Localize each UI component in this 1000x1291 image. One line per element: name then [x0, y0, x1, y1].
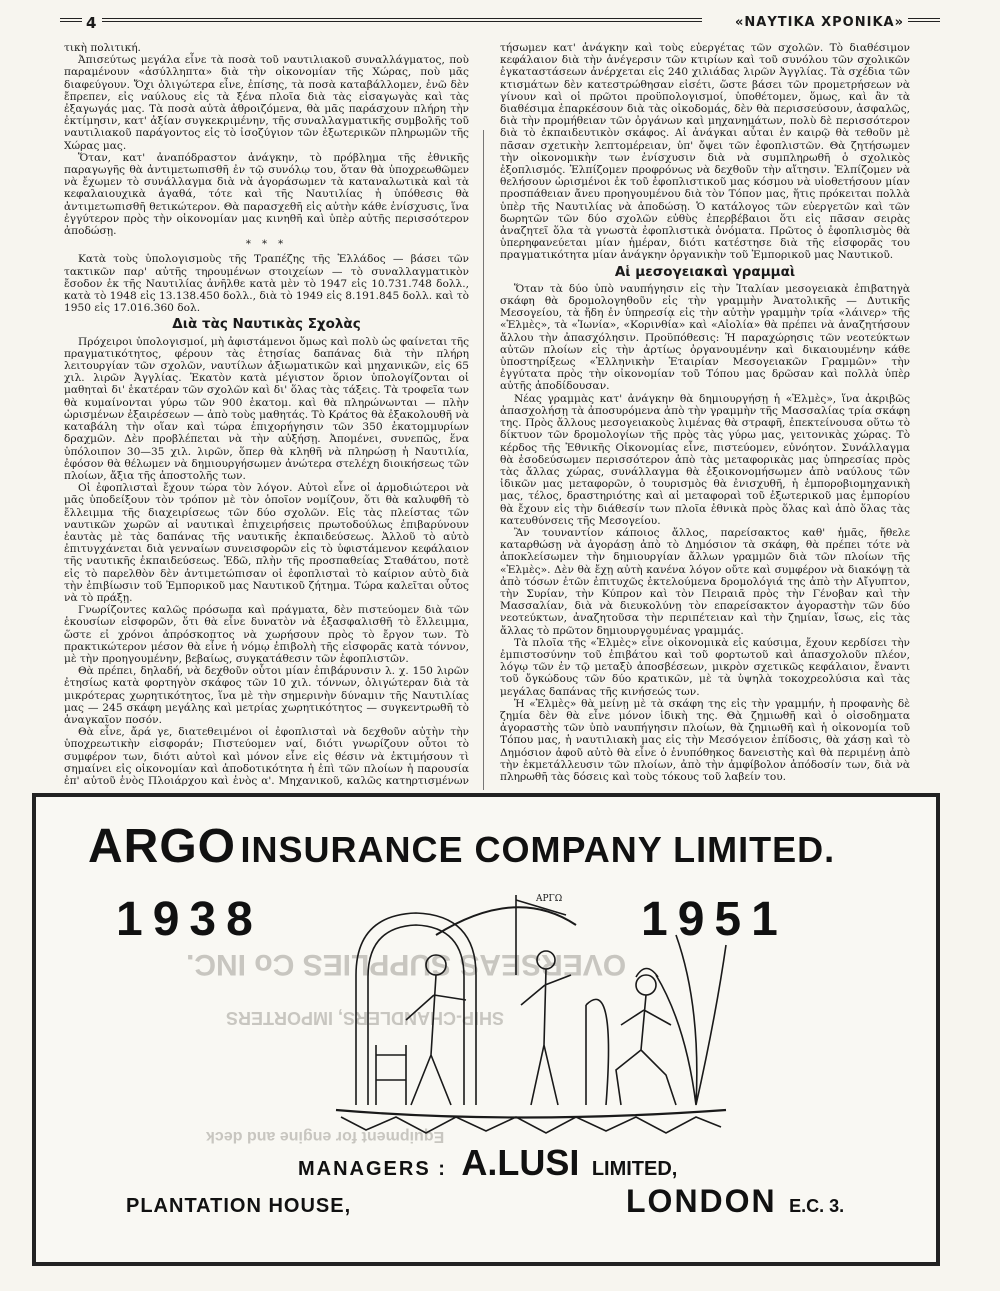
article-paragraph: Ὅταν, κατ' ἀναπόδραστον ἀνάγκην, τὸ πρόβλημα τῆς ἐθνικῆς παραγωγῆς θὰ ἀντιμετωπισθῆ ἐν τῷ συνόλῳ του, ὅταν θὰ ὑποχρεωθῶμεν νὰ ἔχωμεν τὸ συνάλλαγμα διὰ νὰ ἀγοράσωμεν τὰ καταναλωτικὰ καὶ τὰ κεφαλαιουχικὰ ἀγαθά, τότε καὶ τῆς Ναυτιλίας ἡ ὑπόθεσις θὰ ἀντιμετωπισθῆ θετικώτερον. Θὰ παρασχεθῆ εἰς αὐτὴν κάθε ἐνίσχυσις, ἵνα ἐγγύτερον πρὸς τὴν οἰκονομίαν μας κινηθῆ καὶ ὑπὲρ αὐτῆς περισσότερον ἀποδώσῃ. [64, 151, 469, 238]
address-city: LONDON [626, 1183, 777, 1219]
publication-title: «ΝΑΥΤΙΚΑ ΧΡΟΝΙΚΑ» [735, 15, 904, 30]
company-name-argo: ARGO [88, 820, 236, 873]
subheading-naval-schools: Διὰ τὰς Ναυτικὰς Σχολὰς [172, 316, 361, 333]
managers-suffix: LIMITED, [591, 1158, 678, 1180]
article-paragraph: Θὰ πρέπει, δηλαδή, νὰ δεχθοῦν οὗτοι μίαν ἐπιβάρυνσιν λ. χ. 150 λιρῶν ἐτησίως κατὰ φορτηγὸν σκάφος τῶν 10 χιλ. τόννων, ὀλιγώτεραν διὰ τὰ μικρότερας χωρητικότητος, ἵνα μὲ τὴν σημερινὴν δύναμιν τῆς Ναυτιλίας μας — 245 σκάφη μεγάλης καὶ μετρίας χωρητικότητος — συγκεντρωθῆ τὸ ἀναγκαῖον ποσόν. [64, 665, 469, 726]
page-header [60, 12, 940, 34]
article-paragraph: Ὅταν τὰ δύο ὑπὸ ναυπήγησιν εἰς τὴν Ἰταλίαν μεσογειακὰ ἐπιβατηγὰ σκάφη θὰ δρομολογηθοῦν εἰς τὴν γραμμὴν Ἀνατολικῆς — Δυτικῆς Μεσογείου, τὰ ἤδη ἐν ὑπηρεσίᾳ εἰς τὴν αὐτὴν γραμμὴν τρία «λάιvερ» τῆς «Ἑλμὲς», τὰ «Ἰωνία», «Κορινθία» καὶ «Αἰολία» θὰ πρέπει νὰ ἀναζητήσουν ἄλλου τὴν ἀπασχόλησιν. Προϋπόθεσις: Ἡ παραχώρησις τῶν νεοτεύκτων αὐτῶν πλοίων εἰς τὴν ἀρτίως ὀργανουμένην καὶ δικαιουμένην κάθε ὑποστηρίξεως «Ἑλληνικὴν Ἑταιρίαν Μεσογειακῶν Γραμμῶν» τὴν ἐγγύτατα πρὸς τὴν οἰκονομίαν τοῦ Τόπου μας δρῶσαν καὶ πολλὰ ὑπὲρ αὐτῆς ἀποδίδουσαν. [500, 282, 910, 393]
argo-insurance-advertisement [32, 793, 940, 1266]
article-paragraph: Γνωρίζοντες καλῶς πρόσωπα καὶ πράγματα, δὲν πιστεύομεν διὰ τῶν ἑκουσίων εἰσφορῶν, ὅτι θὰ εἶνε δυνατὸν νὰ ἐξασφαλισθῆ τὸ ἔλλειμμα, ὥστε εἰ χρόνοι ἀπρόσκοπτος νὰ χωρήσουν πρὸς τὸ ἔργον των. Τὸ πρακτικώτερον μέσον θὰ εἶνε ἡ νόμῳ ἐπιβολὴ τῆς εἰσφορᾶς κατὰ τόννον, μὲ τὴν προηγουμένην, βεβαίως, συγκατάθεσιν τῶν ἐφοπλιστῶν. [64, 604, 469, 665]
argonauts-illustration [316, 855, 736, 1155]
article-paragraph: Οἱ ἐφοπλισταὶ ἔχουν τώρα τὸν λόγον. Αὐτοὶ εἶνε οἱ ἁρμοδιώτεροι νὰ μᾶς ὑποδείξουν τὸν τρόπον μὲ τὸν ὁποῖον νομίζουν, ὅτι θὰ καλυφθῆ τὸ ἔλλειμμα τῆς διαχειρίσεως τῶν δύο σχολῶν. Εἰς τὰς πλείστας τῶν ναυτικῶν χωρῶν αἱ ναυτικαὶ ἐπιχειρήσεις πρωτοδούλως ἐπιβαρύνουν ἑαυτὰς μὲ τὰς δαπάνας τῆς ναυτικῆς ἐκπαιδεύσεως. Ἀλλοῦ τὸ αὐτὸ ἐπιτυγχάνεται διὰ γενναίων συνεισφορῶν εἰς τὸ ὑφιστάμενον κεφάλαιον τῆς ναυτικῆς ἐκπαιδεύσεως. Ἐδῶ, πλὴν τῆς προσπαθείας Σταθάτου, ποτὲ εἰς τὸ παρελθὸν δὲν ἀντιμετώπισαν οἱ ἐφοπλισταὶ τὸ καίριον αὐτὸ διὰ τὴν ἐπιβίωσιν τοῦ Ἐμπορικοῦ μας Ναυτικοῦ ζήτημα. Τώρα καλεῖται οὗτος νὰ τὸ πράξῃ. [64, 482, 469, 604]
article-paragraph: Ἂν τουναντίον κάποιος ἄλλος, παρείσακτος καθ' ἡμᾶς, ἤθελε καταρθώσῃ νὰ ἀγοράσῃ ἀπὸ τὸ Δημόσιον τὰ σκάφη, θὰ πρέπει τότε νὰ ἀποκλείσωμεν τὴν δημιουργίαν ἄλλων γραμμῶν διὰ τῶν πλοίων τῆς «Ἑλμὲς». Δὲν θὰ ἔχῃ αὐτὴ κανένα λόγον οὔτε καὶ συμφέρον νὰ διακόψῃ τὰ ἀπὸ τόσων ἐτῶν ἐπιτυχῶς ἐκτελούμενα δρομολόγιά της ἀπὸ τὴν Αἴγυπτον, τὴν Συρίαν, τὴν Κύπρον καὶ τὸν Πειραιᾶ πρὸς τὴν Γένοβαν καὶ τὴν Μασσαλίαν, διὰ νὰ διευκολύνῃ τὸν επαρείσακτον ἀγοραστὴν τῶν δύο νεοτεύκτων, ἀναζητοῦσα τὴν περιπέτειαν καὶ τὴν ζημίαν, ἴσως, εἰς τὰς ἄλλας τὸ πρῶτον δημιουργουμένας γραμμάς. [500, 526, 910, 637]
year-founded: 1938 [116, 893, 263, 946]
header-rule-left [60, 18, 82, 22]
article-paragraph: τικὴ πολιτική. [64, 42, 141, 54]
bleed-through-text: OVERSEAS SUPPLIES Co INC. [186, 948, 627, 981]
article-paragraph: Ἀπισεύτως μεγάλα εἶνε τὰ ποσὰ τοῦ ναυτιλιακοῦ συναλλάγματος, ποὺ παραμένουν «ἀσύλληπτα» διὰ τὴν οἰκονομίαν τῆς Χώρας, ποὺ μᾶς διαφεύγουν. Ὄχι ὀλιγώτερα εἶνε, ἐπίσης, τὰ ποσὰ καταβάλλομεν, ἐνῶ δὲν ἔπρεπεν, εἰς ναύλους εἰς τὰ ξένα πλοῖα διὰ τὰς εἰσαγωγὰς καὶ τὰς ἐξαγωγάς μας. Τὰ ποσὰ αὐτὰ ἀθροιζόμενα, θὰ μᾶς παράσχουν πλήρη τὴν ἐκτίμησιν, κατ' ἀξίαν συγκεκριμένην, τῆς συναλλαγματικῆς συμβολῆς τοῦ ναυτιλιακοῦ παράγοντος εἰς τὸ ἰσοζύγιον τῶν ἐξωτερικῶν πληρωμῶν τῆς Χώρας μας. [64, 54, 469, 152]
subheading-mediterranean-lines: Αἱ μεσογειακαὶ γραμμαὶ [614, 263, 796, 280]
managers-line [298, 1142, 677, 1184]
address-code: E.C. 3. [789, 1196, 845, 1216]
left-column [64, 42, 469, 787]
article-paragraph: Τὰ πλοῖα τῆς «Ἑλμὲς» εἶνε οἰκονομικὰ εἰς καύσιμα, ἔχουν κερδίσει τὴν ἐμπιστοσύνην τοῦ ἐπιβάτου καὶ τοῦ φορτωτοῦ καὶ ἀπασχολοῦν πλέον, λόγῳ τῶν ἐν τῷ μεταξὺ ἀποσβέσεων, μικρὸν σχετικῶς κεφάλαιον, ἔναντι τοῦ ὄγκώδους τῶν δύο κρατικῶν, μὲ τὰ ὑψηλὰ τοκοχρεολύσια καὶ τὰς μεγάλας δαπάνας τῆς κινήσεώς των. [500, 636, 910, 698]
managers-label: MANAGERS : [298, 1158, 447, 1180]
article-paragraph: Θὰ εἶνε, ἄρά γε, διατεθειμένοι οἱ ἐφοπλισταὶ νὰ δεχθοῦν αὐτὴν τὴν ὑποχρεωτικὴν εἰσφοράν; Πιστεύομεν ναί, διότι γνωρίζουν οὗτοι τὸ συμφέρον των, διότι αὐτοὶ καὶ μόνον εἶνε εἰς θέσιν νὰ ἐκτιμήσουν τὶ σημαίνει εἰς οἰκονομίαν καὶ ἀποδοτικότητα ἡ ἐπὶ τῶν πλοίων ἡ παρουσία ἐπ' αὐτοῦ ἑνὸς Πλοιάρχου καὶ ἑνὸς α'. Μηχανικοῦ, καλῶς κατηρτισμένων [64, 726, 469, 787]
address-left: PLANTATION HOUSE, [126, 1195, 352, 1217]
ship-label: ΑΡΓΩ [536, 894, 563, 904]
header-rule-right [908, 18, 940, 22]
bleed-through-text: SHIP-CHANDLERS, IMPORTERS [226, 1008, 505, 1028]
address-city-line [626, 1183, 844, 1220]
company-name-rest: INSURANCE COMPANY LIMITED. [240, 829, 836, 870]
bleed-through-text: Equipment for engine and deck [206, 1128, 445, 1145]
article-paragraph: Κατὰ τοὺς ὑπολογισμοὺς τῆς Τραπέζης τῆς Ἑλλάδος — βάσει τῶν τακτικῶν παρ' αὐτῆς τηρουμένων στοιχείων — τὸ συναλλαγματικὸν ἔσοδον ἐκ τῆς Ναυτιλίας ἀνῆλθε κατὰ μὲν τὸ 1947 εἰς 10.731.748 δολλ., κατὰ τὸ 1948 εἰς 13.138.450 δολλ., διὰ τὸ 1949 εἰς 8.191.845 δολλ. καὶ τὸ 1950 εἰς 17.016.360 δολ. [64, 253, 469, 315]
header-rule-middle [102, 18, 702, 22]
article-paragraph: Πρόχειροι ὑπολογισμοί, μὴ ἀφιστάμενοι ὅμως καὶ πολὺ ὡς φαίνεται τῆς πραγματικότητος, φέρουν τὰς ἐτησίας δαπάνας διὰ τὴν πλήρη λειτουργίαν τῶν σχολῶν, ναυτίλων ἀξιωματικῶν καὶ μηχανικῶν, εἰς 65 χιλ. λιρῶν Ἀγγλίας. Ἑκατὸν κατὰ μέγιστον ὅριον ὑπολογίζονται οἱ μαθηταὶ δι' ἑκατέραν τῶν σχολῶν καὶ δι' ὅλας τὰς τάξεις. Τὰ τροφεῖα των θὰ κυμαίνονται γύρω τῶν 900 ἑκατομ. καὶ θὰ πληρώνωνται — πλὴν ὡρισμένων ἐξαιρέσεων — ἀπὸ τοὺς μαθητάς. Τὸ Κράτος θὰ ἐξακολουθῆ νὰ καταβάλη τὴν οἵαν καὶ τώρα ἐπιχορήγησιν τῶν 350 ἑκατομμυρίων δραχμῶν. Δὲν προβλέπεται νὰ τὴν αὐξήσῃ. Ἀπομένει, συνεπῶς, ἕνα ὑπόλοιπον 30—35 χιλ. λιρῶν, ὅπερ θὰ κληθῆ νὰ πληρώσῃ ἡ Ναυτιλία, ἐφόσον θὰ θέλωμεν νὰ δημιουργήσωμεν ἀνώτερα στελέχη διοικήσεως τῶν πλοίων, ἄξια τῆς ἀποστολῆς των. [64, 335, 469, 482]
year-current: 1951 [641, 893, 788, 946]
page-number: 4 [86, 14, 97, 32]
article-paragraph: τήσωμεν κατ' ἀνάγκην καὶ τοὺς εὐεργέτας τῶν σχολῶν. Τὸ διαθέσιμον κεφάλαιον διὰ τὴν ἀνέγερσιν τῶν κτιρίων καὶ τοῦ συνόλου τῶν σχολικῶν ἐγκαταστάσεων ἀνέρχεται εἰς 240 χιλιάδας λιρῶν Ἀγγλίας. Τὰ σχέδια τῶν κτισμάτων δὲν κατεστρώθησαν εἰσέτι, ὥστε βάσει τῶν προμετρήσεων νὰ γίνουν καὶ οἱ πρῶτοι προϋπολογισμοί, ὑποθέτομεν, ὅμως, καὶ ἂν τὰ διαθέσιμα ἐπαρκέσουν διὰ τὰς οἰκοδομάς, δὲν θὰ περισσεύσουν, ἀσφαλῶς, διὰ τὴν προμήθειαν τῶν ὀργάνων καὶ μηχανημάτων, πολὺ δὲ περισσότερον διὰ τὸ ἐκπαιδευτικὸν σκάφος. Αἱ ἀνάγκαι αὗται ἐν καιρῷ θὰ τεθοῦν μὲ πᾶσαν σχετικὴν λεπτομέρειαν, ὑπ' ὄψει τῶν ἐφοπλιστῶν. Θὰ ζητήσωμεν τὴν οἰκονομικὴν των ἐνίσχυσιν διὰ νὰ συμπληρωθῆ ὁ σχολικὸς ἐξοπλισμός. Ἐλπίζομεν προφρόνως νὰ δεχθοῦν τὴν αἴτησιν. Ἐλπίζομεν νὰ θελήσουν ὡρισμένοι ἐκ τοῦ ἐφοπλιστικοῦ μας κόσμου νὰ υἱοθετήσουν μίαν προσπάθειαν ἄνευ προηγουμένου διὰ τὸν Τόπον μας, ἥτις πρόκειται πολλὰ ὑπὲρ τῆς Ναυτιλίας νὰ ἀποδώσῃ. Ὁ κατάλογος τῶν εὐεργετῶν καὶ τῶν δωρητῶν τῶν δύο σχολῶν εὐθὺς ἐπερβέβαιοι ὅτι εἰς πᾶσαν σειρὰς ἀναζητεῖ ὅλα τὰ γνωστὰ ἐφοπλιστικὰ ὀνόματα. Πρῶτος ὁ ἐφοπλισμὸς θὰ ὑπερηφανεύεται μίαν ἡμέραν, διότι κατέστησε διὰ τῆς εἰσφορᾶς του πραγματικότητα μίαν ἀνάγκην ὀργανικὴν τοῦ Ἐμπορικοῦ μας Ναυτικοῦ. [500, 42, 910, 262]
article-paragraph: Ἡ «Ἑλμὲς» θὰ μείνῃ μὲ τὰ σκάφη της εἰς τὴν γραμμήν, ἡ προφανὴς δὲ ζημία δὲν θὰ εἶνε μόνον ἰδικὴ της. Θὰ ζημιωθῆ καὶ ὁ οἰσοδηματα ἀγοραστὴς τῶν ὑπὸ ναυπήγησιν πλοίων, θὰ ζημιωθῆ καὶ ἡ οἰκονομία τοῦ Τόπου μας, ἡ ναυτιλιακὴ μας εἰς τὴν Μεσόγειον ἐπίδοσις, θὰ χάσῃ καὶ τὸ Δημόσιον ἀφοῦ αὐτὸ θὰ εἶνε ὁ ἐνυπόθηκος δανειστὴς καὶ θὰ περιμένῃ ἀπὸ τὴν ἐκμετάλλευσιν τῶν πλοίων, ἀπὸ τὴν ἀμφίβολον ἀπόδοσίν των, διὰ νὰ πληρωθῆ τὰς δόσεις καὶ τοὺς τόκους τοῦ λαβείν του. [500, 697, 910, 783]
managers-name: A.LUSI [461, 1142, 580, 1183]
column-divider [483, 130, 484, 790]
section-separator: * * * [245, 239, 288, 251]
article-paragraph: Νέας γραμμὰς κατ' ἀνάγκην θὰ δημιουργήσῃ ἡ «Ἑλμὲς», ἵνα ἀκριβῶς ἀπασχολήσῃ τὰ ἀποσυρόμενα ἀπὸ τὴν γραμμὴν τῆς Μασσαλίας τρία σκάφη της. Πρὸς ἄλλους μεσογειακοὺς λιμένας θὰ στραφῆ, ἐπεκτείνουσα οὕτω τὸ δίκτυον τῶν δρομολογίων τῆς πρὸς τὰς γύρω μας, γειτονικὰς χώρας. Τὸ κέρδος τῆς Ἐθνικῆς Οἰκονομίας εἶνε, πιστεύομεν, εὐνόητον. Συνάλλαγμα θὰ ἐσοδεύσωμεν περισσότερον ἀπὸ τὰς μεταφορικὰς μας ὑπηρεσίας πρὸς τὰς ἄλλας χώρας, συνάλλαγμα θὰ ἐξοικονομήσωμεν ἀπὸ ναύλους τῶν ἰδικῶν μας μεταφορῶν, ὁ τουρισμὸς θὰ ἐνισχυθῆ, ἡ ἐμποροβιομηχανικὴ μας, τέλος, δραστηριότης καὶ αἱ μεταφοραὶ τοῦ ἐξωτερικοῦ μας ἐμπορίου θὰ ἔχουν εἰς τὴν διάθεσίν των πλοῖα ἐθνικὰ πρὸς ὅλας καὶ ἀπὸ ὅλας τὰς κατευθύνσεις τῆς Μεσογείου. [500, 392, 910, 527]
right-column [500, 42, 910, 787]
